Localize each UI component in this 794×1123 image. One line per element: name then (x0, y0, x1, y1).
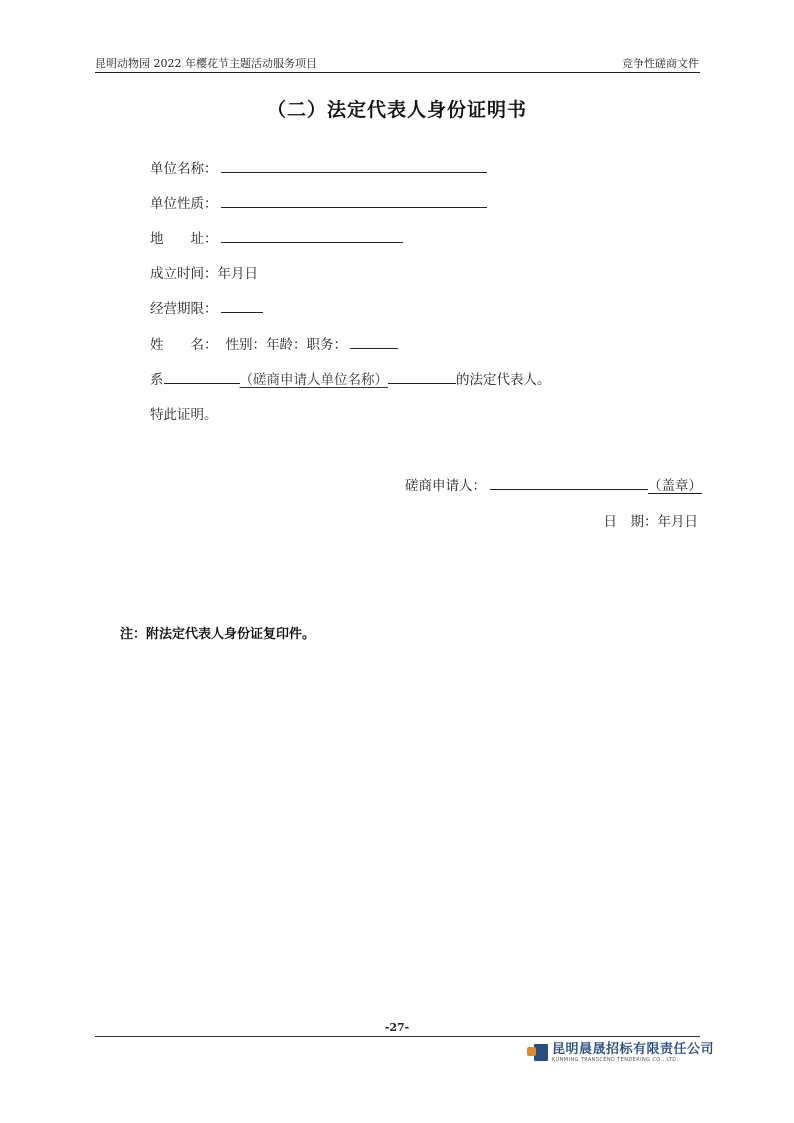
gender-age-position-label: 性别：年龄：职务： (225, 337, 347, 353)
unit-nature-row (150, 192, 487, 212)
certify-row (150, 403, 218, 423)
unit-name-label: 单位名称： (150, 161, 218, 177)
relation-placeholder: （磋商申请人单位名称） (239, 372, 388, 388)
seal-text: （盖章） (648, 478, 702, 494)
company-logo (526, 1042, 714, 1064)
name-label-part1: 姓 (150, 337, 164, 353)
position-blank[interactable] (350, 348, 398, 349)
header-project-title: 昆明动物园 2022 年樱花节主题活动服务项目 (95, 57, 317, 70)
address-label-part2: 址： (190, 231, 218, 247)
operating-period-label: 经营期限： (150, 301, 218, 317)
relation-prefix: 系 (150, 372, 164, 388)
footer-divider (95, 1036, 700, 1037)
attachment-note: 注：附法定代表人身份证复印件。 (120, 627, 316, 642)
unit-name-row (150, 157, 487, 177)
address-blank[interactable] (221, 242, 403, 243)
operating-period-row (150, 297, 263, 317)
company-name-en: KUNMING TRANSCEND TENDERING CO., LTD. (552, 1057, 679, 1063)
legal-rep-relation-row (150, 368, 551, 388)
page-title: （二）法定代表人身份证明书 (266, 99, 527, 121)
unit-nature-label: 单位性质： (150, 196, 218, 212)
address-row (150, 227, 403, 247)
date-row (604, 510, 699, 530)
header-divider (95, 72, 700, 73)
header-document-type: 竞争性磋商文件 (622, 57, 699, 70)
applicant-label: 磋商申请人： (405, 478, 486, 494)
address-label-part1: 地 (150, 231, 164, 247)
name-label-part2: 名： (190, 337, 218, 353)
applicant-signature-blank[interactable] (490, 489, 648, 490)
applicant-signature-row (405, 474, 702, 494)
established-label: 成立时间：年月日 (150, 266, 258, 282)
relation-blank-left[interactable] (164, 383, 240, 384)
established-row (150, 262, 258, 282)
certify-text: 特此证明。 (150, 407, 218, 423)
unit-name-blank[interactable] (221, 172, 487, 173)
relation-suffix: 的法定代表人。 (456, 372, 551, 388)
unit-nature-blank[interactable] (221, 207, 487, 208)
company-logo-icon (526, 1043, 548, 1063)
company-name-cn: 昆明晨晟招标有限责任公司 (552, 1042, 715, 1057)
operating-period-blank[interactable] (221, 312, 263, 313)
person-info-row (150, 333, 398, 353)
date-label: 日 期：年月日 (603, 514, 698, 530)
page-number: -27- (384, 1021, 410, 1034)
relation-blank-right[interactable] (388, 383, 456, 384)
